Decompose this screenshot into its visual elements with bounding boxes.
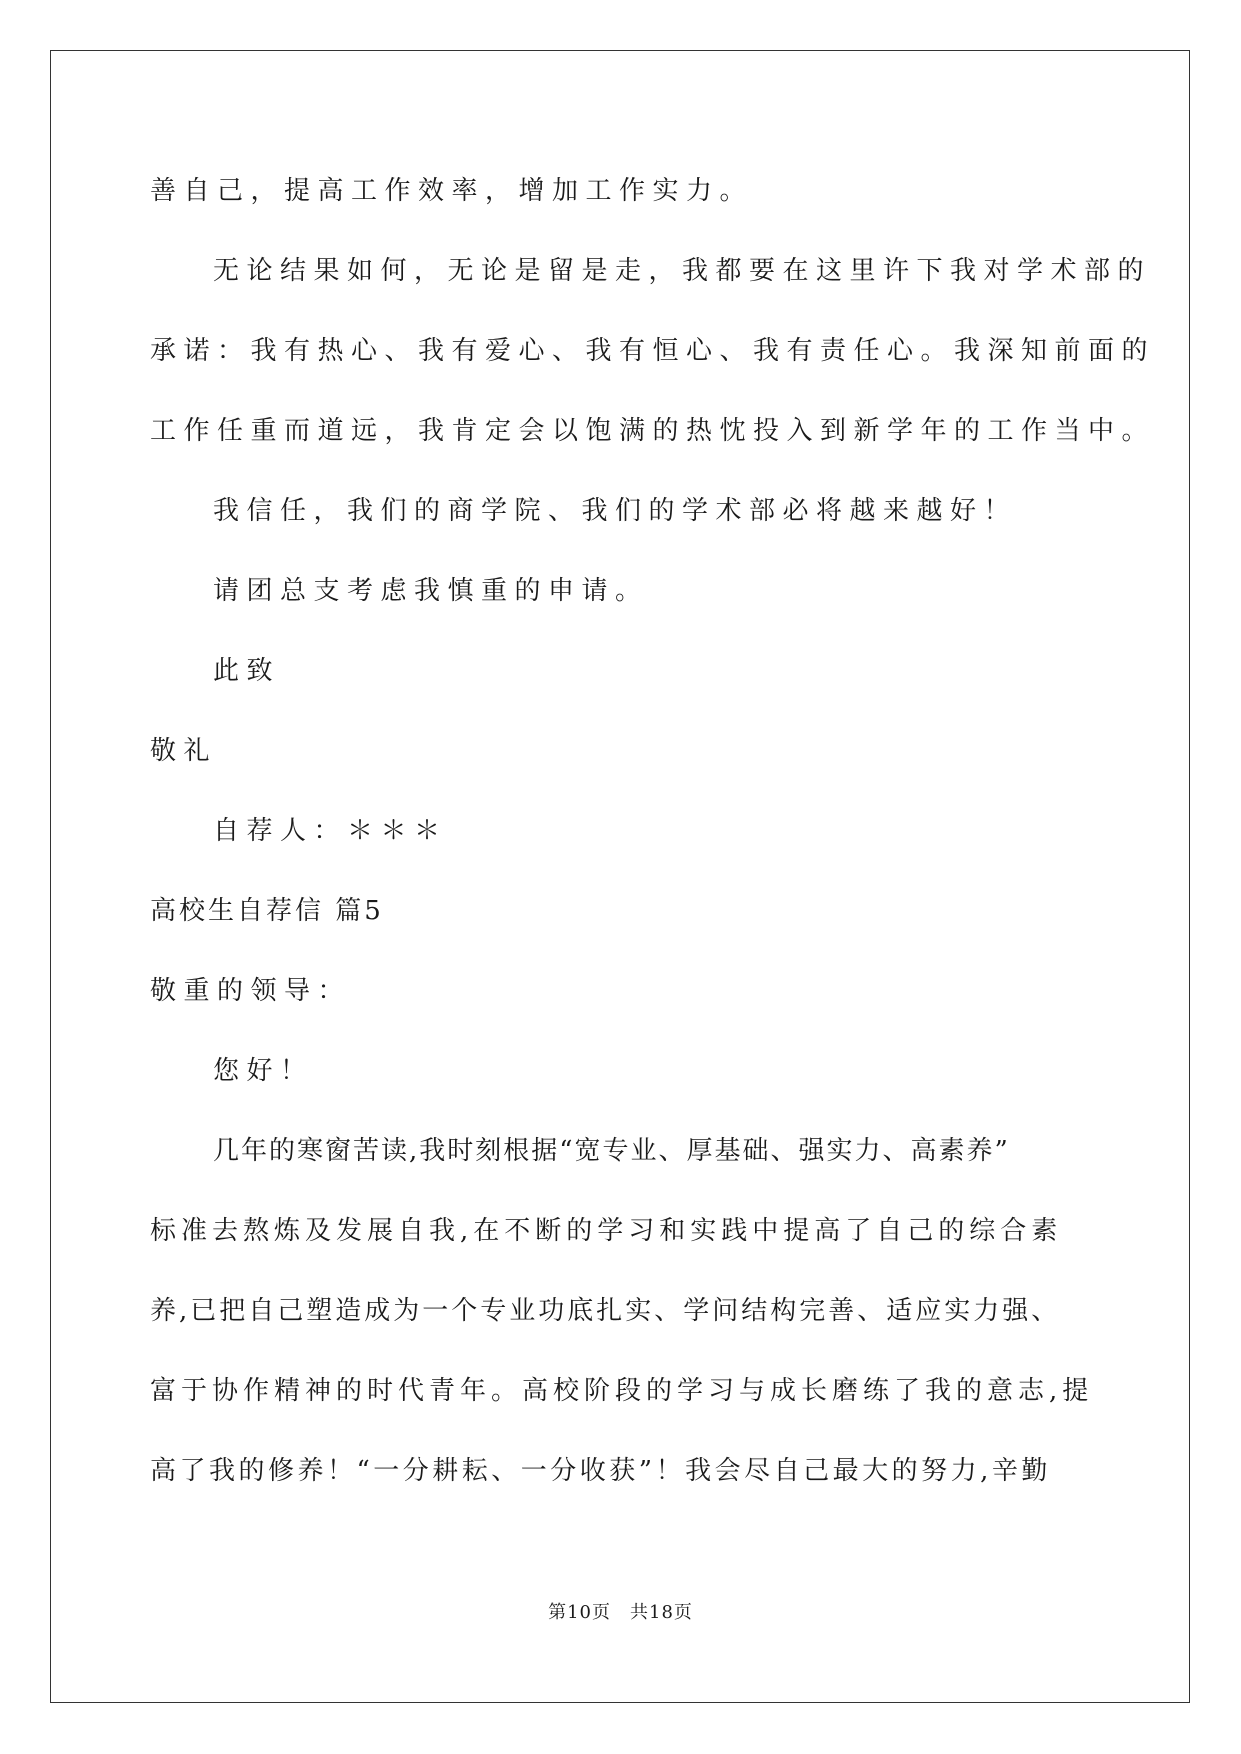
greeting: 敬重的领导： xyxy=(150,976,352,1006)
body-line: 几年的寒窗苦读,我时刻根据“宽专业、厚基础、强实力、高素养” xyxy=(213,1136,1010,1166)
body-line: 无论结果如何，无论是留是走，我都要在这里许下我对学术部的 xyxy=(213,256,1152,286)
greeting-line: 您好！ xyxy=(213,1056,314,1086)
closing-salutation: 此致 xyxy=(213,656,281,686)
page-number-footer: 第10页 共18页 xyxy=(548,1602,693,1623)
closing-regards: 敬礼 xyxy=(150,736,218,766)
body-line: 承诺：我有热心、我有爱心、我有恒心、我有责任心。我深知前面的 xyxy=(150,336,1156,366)
body-line: 工作任重而道远，我肯定会以饱满的热忱投入到新学年的工作当中。 xyxy=(150,416,1156,446)
signature-line: 自荐人：＊＊＊ xyxy=(213,816,448,846)
body-line: 我信任，我们的商学院、我们的学术部必将越来越好！ xyxy=(213,496,1018,526)
body-line: 标准去熬炼及发展自我,在不断的学习和实践中提高了自己的综合素 xyxy=(150,1216,1063,1246)
body-line: 养,已把自己塑造成为一个专业功底扎实、学问结构完善、适应实力强、 xyxy=(150,1296,1061,1326)
body-line: 富于协作精神的时代青年。高校阶段的学习与成长磨练了我的意志,提 xyxy=(150,1376,1094,1406)
body-line: 善自己，提高工作效率，增加工作实力。 xyxy=(150,176,754,206)
body-line: 请团总支考虑我慎重的申请。 xyxy=(213,576,649,606)
body-line: 高了我的修养！“一分耕耘、一分收获”！我会尽自己最大的努力,辛勤 xyxy=(150,1456,1051,1486)
section-heading: 高校生自荐信 篇5 xyxy=(150,896,384,926)
